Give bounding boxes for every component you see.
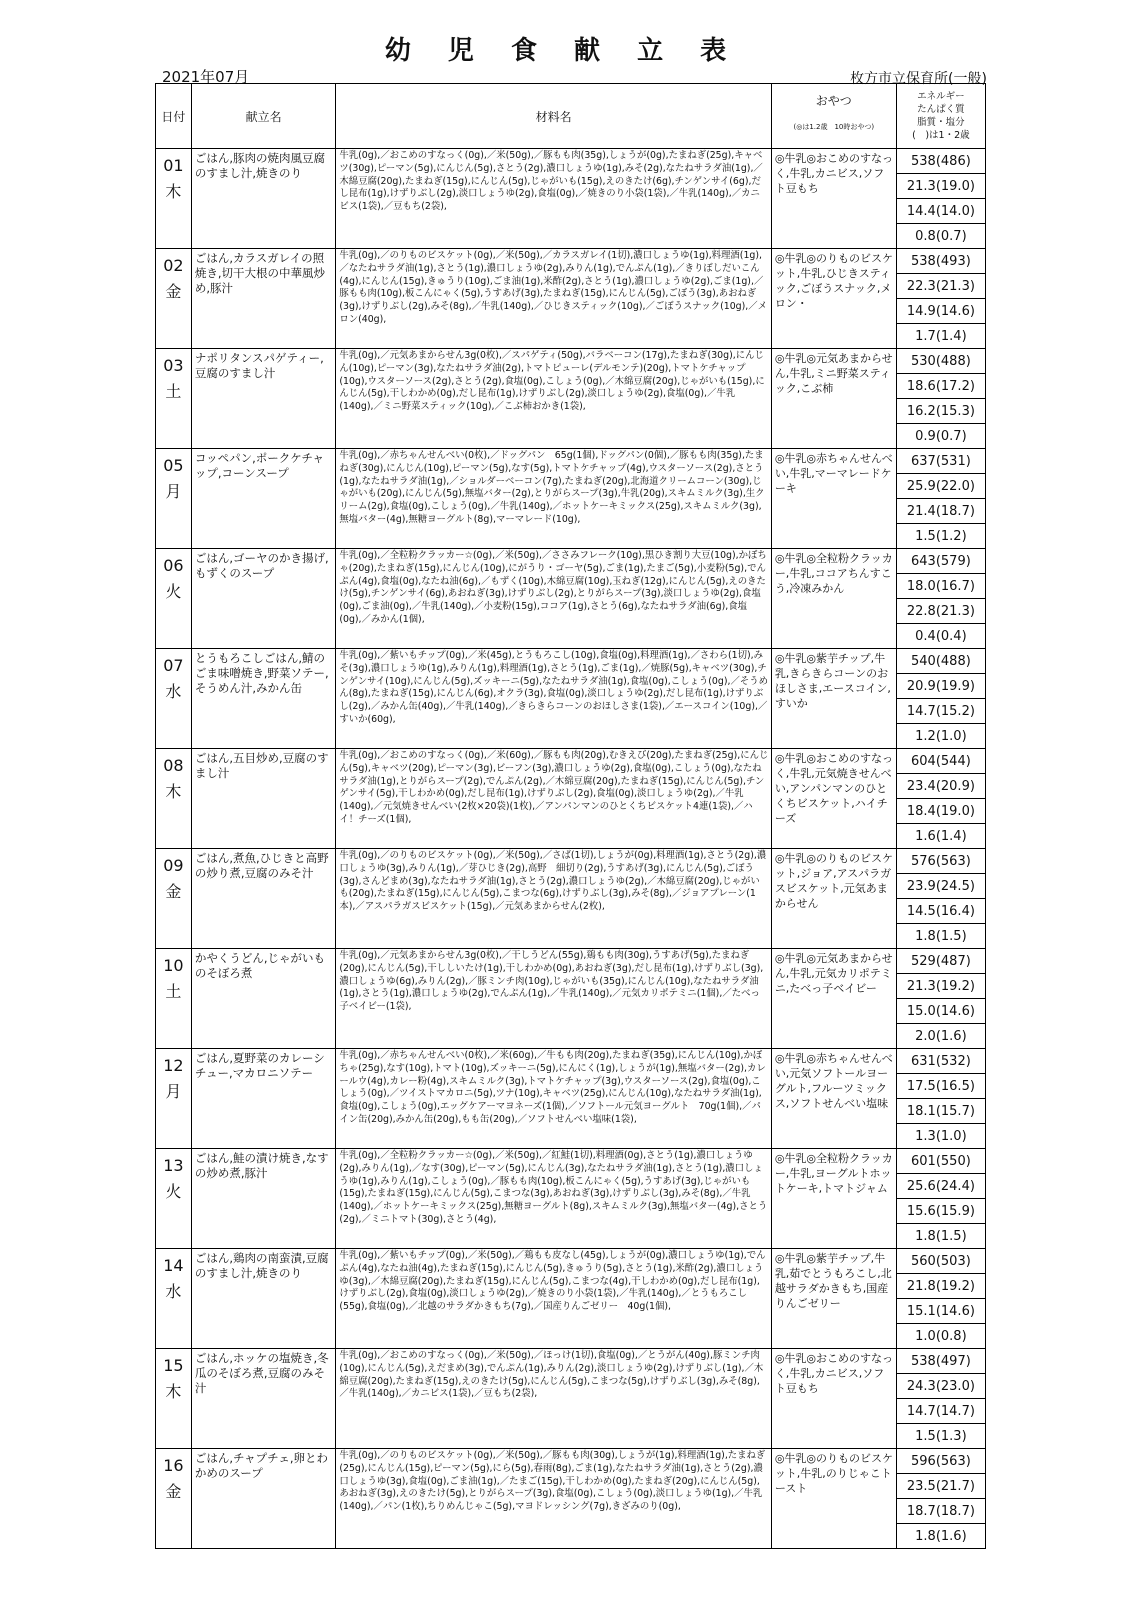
- dish-name: コッペパン,ポークケチャップ,コーンスープ: [191, 449, 335, 549]
- day-number: 14: [163, 1256, 184, 1275]
- salt-value: 1.6(1.4): [915, 828, 967, 844]
- fat-value: 14.5(16.4): [897, 899, 985, 924]
- protein-value: 21.3(19.2): [897, 974, 985, 999]
- header-date: 日付: [156, 84, 192, 149]
- energy-value: 601(550): [897, 1149, 985, 1174]
- fat-value: 15.0(14.6): [897, 999, 985, 1024]
- salt-value: 0.9(0.7): [915, 428, 967, 444]
- date-cell: [156, 849, 192, 949]
- header-protein: たんぱく質: [917, 104, 965, 115]
- fat-value: 14.7(15.2): [897, 699, 985, 724]
- fat-value: 15.6(15.9): [897, 1199, 985, 1224]
- salt-value: 2.0(1.6): [915, 1028, 967, 1044]
- ingredients: 牛乳(0g),／全粒粉クラッカー☆(0g),／米(50g),／ささみフレーク(10g),黒ひき割り大豆(10g),かぼちゃ(20g),たまねぎ(15g),にんじん(10g),にがうり・ゴーヤ(5g),ごま(1g),たまご(5g),小麦粉(5g),でんぷん(4g),食塩(0g),なたね油(6g),／もずく(10g),木綿豆腐(10g),玉ねぎ(12g),にんじん(5g),えのきたけ(5g),チンゲンサイ(6g),あおねぎ(3g),けずりぶし(2g),とりがらスープ(3g),淡口しょうゆ(2g),食塩(0g),ごま油(0g),／牛乳(140g),／小麦粉(15g),ココア(1g),さとう(6g),なたねサラダ油(6g),食塩(0g),／みかん(1個),: [336, 549, 771, 649]
- protein-value: 18.0(16.7): [897, 574, 985, 599]
- table-row: [156, 249, 986, 349]
- header-age-note: ( )は1・2歳: [912, 130, 970, 141]
- header-snack: [771, 84, 896, 149]
- protein-value: 23.9(24.5): [897, 874, 985, 899]
- protein-value: 25.9(22.0): [897, 474, 985, 499]
- ingredients: 牛乳(0g),／おこめのすなっく(0g),／米(60g),／豚もも肉(20g),むきえび(20g),たまねぎ(25g),にんじん(5g),キャベツ(20g),ピーマン(3g),ビーフン(3g),濃口しょうゆ(2g),食塩(0g),こしょう(0g),なたねサラダ油(1g),とりがらスープ(2g),でんぷん(2g),／木綿豆腐(20g),たまねぎ(15g),にんじん(5g),チンゲンサイ(5g),干しわかめ(0g),だし昆布(1g),けずりぶし(2g),食塩(0g),淡口しょうゆ(2g),／牛乳(140g),／元気焼きせんべい(2枚×20袋)(1枚),／アンパンマンのひとくちビスケット4連(1袋),／ハイ！チーズ(1個),: [336, 749, 771, 849]
- salt-value: 1.5(1.2): [915, 528, 967, 544]
- snack: ◎牛乳◎全粒粉クラッカー,牛乳,ココアちんすこう,冷凍みかん: [771, 549, 896, 649]
- protein-value: 18.6(17.2): [897, 374, 985, 399]
- nutrition-cell: [896, 349, 985, 449]
- day-number: 02: [163, 256, 184, 275]
- dish-name: ごはん,煮魚,ひじきと高野の炒り煮,豆腐のみそ汁: [191, 849, 335, 949]
- nutrition-cell: [896, 1449, 985, 1549]
- snack: ◎牛乳◎赤ちゃんせんべい,牛乳,マーマレードケーキ: [771, 449, 896, 549]
- snack: ◎牛乳◎おこめのすなっく,牛乳,カニビス,ソフト豆もち: [771, 149, 896, 249]
- dish-name: ごはん,チャプチェ,卵とわかめのスープ: [191, 1449, 335, 1549]
- nutrition-cell: [896, 249, 985, 349]
- weekday: 金: [165, 282, 182, 301]
- fat-value: 21.4(18.7): [897, 499, 985, 524]
- dish-name: ごはん,鮭の漬け焼き,なすの炒め煮,豚汁: [191, 1149, 335, 1249]
- ingredients: 牛乳(0g),／のりものビスケット(0g),／米(50g),／カラスガレイ(1切),濃口しょうゆ(1g),料理酒(1g),／なたねサラダ油(1g),さとう(1g),濃口しょうゆ(2g),みりん(1g),でんぷん(1g),／きりぼしだいこん(4g),にんじん(15g),きゅうり(10g),ごま油(1g),米酢(2g),さとう(1g),濃口しょうゆ(2g),ごま(1g),／豚もも肉(10g),板こんにゃく(5g),うすあげ(3g),たまねぎ(15g),にんじん(5g),ごぼう(3g),あおねぎ(3g),けずりぶし(2g),みそ(8g),／牛乳(140g),／ひじきスティック(10g),／ごぼうスナック(10g),／メロン(40g),: [336, 249, 771, 349]
- header-snack-note: (◎は1.2歳 10時おやつ): [793, 123, 875, 131]
- snack: ◎牛乳◎元気あまからせん,牛乳,元気カリポテミニ,たべっ子ベイビー: [771, 949, 896, 1049]
- day-number: 07: [163, 656, 184, 675]
- ingredients: 牛乳(0g),／元気あまからせん3g(0枚),／スパゲティ(50g),バラベーコン(17g),たまねぎ(30g),にんじん(10g),ピーマン(3g),なたねサラダ油(2g),トマトピューレ(デルモンテ)(20g),トマトケチャップ(10g),ウスターソース(2g),さとう(2g),食塩(0g),こしょう(0g),／木綿豆腐(20g),じゃがいも(15g),にんじん(5g),干しわかめ(0g),だし昆布(1g),けずりぶし(2g),淡口しょうゆ(2g),食塩(0g),／牛乳(140g),／ミニ野菜スティック(10g),／こぶ柿おかき(1袋),: [336, 349, 771, 449]
- table-row: [156, 149, 986, 249]
- salt-value: 0.8(0.7): [915, 228, 967, 244]
- snack: ◎牛乳◎のりものビスケット,牛乳,ひじきスティック,ごぼうスナック,メロン・: [771, 249, 896, 349]
- day-number: 08: [163, 756, 184, 775]
- nutrition-cell: [896, 549, 985, 649]
- nutrition-cell: [896, 1249, 985, 1349]
- nutrition-cell: [896, 649, 985, 749]
- ingredients: 牛乳(0g),／おこめのすなっく(0g),／米(50g),／豚もも肉(35g),しょうが(0g),たまねぎ(25g),キャベツ(30g),ピーマン(5g),にんじん(5g),さとう(2g),濃口しょうゆ(1g),みそ(2g),なたねサラダ油(1g),／木綿豆腐(20g),たまねぎ(15g),にんじん(5g),じゃがいも(15g),えのきたけ(6g),チンゲンサイ(6g),だし昆布(1g),けずりぶし(2g),淡口しょうゆ(2g),食塩(0g),／焼きのり小袋(1袋),／牛乳(140g),／カニビス(1袋),／豆もち(2袋),: [336, 149, 771, 249]
- weekday: 木: [165, 182, 182, 201]
- weekday: 水: [165, 682, 182, 701]
- day-number: 16: [163, 1456, 184, 1475]
- weekday: 月: [165, 1082, 182, 1101]
- table-row: [156, 949, 986, 1049]
- table-row: [156, 849, 986, 949]
- dish-name: とうもろこしごはん,鯖のごま味噌焼き,野菜ソテー,そうめん汁,みかん缶: [191, 649, 335, 749]
- ingredients: 牛乳(0g),／全粒粉クラッカー☆(0g),／米(50g),／紅鮭(1切),料理酒(0g),さとう(1g),濃口しょうゆ(2g),みりん(1g),／なす(30g),ピーマン(5g),にんじん(3g),なたねサラダ油(1g),さとう(1g),濃口しょうゆ(1g),みりん(1g),こしょう(0g),／豚もも肉(10g),板こんにゃく(5g),うすあげ(3g),じゃがいも(15g),たまねぎ(15g),にんじん(5g),こまつな(3g),あおねぎ(3g),けずりぶし(3g),みそ(8g),／牛乳(140g),／ホットケーキミックス(25g),無糖ヨーグルト(8g),スキムミルク(3g),無塩バター(4g),さとう(2g),／ミニトマト(30g),さとう(4g),: [336, 1149, 771, 1249]
- weekday: 木: [165, 1382, 182, 1401]
- date-cell: [156, 1449, 192, 1549]
- salt-value: 1.8(1.6): [915, 1528, 967, 1544]
- fat-value: 22.8(21.3): [897, 599, 985, 624]
- date-cell: [156, 649, 192, 749]
- dish-name: ごはん,五目炒め,豆腐のすまし汁: [191, 749, 335, 849]
- fat-value: 18.1(15.7): [897, 1099, 985, 1124]
- date-cell: [156, 249, 192, 349]
- menu-table: [155, 83, 986, 1549]
- date-cell: [156, 1049, 192, 1149]
- date-cell: [156, 749, 192, 849]
- ingredients: 牛乳(0g),／紫いもチップ(0g),／米(50g),／鶏もも皮なし(45g),しょうが(0g),濃口しょうゆ(1g),でんぷん(4g),なたね油(4g),たまねぎ(15g),にんじん(5g),きゅうり(5g),さとう(1g),米酢(2g),濃口しょうゆ(3g),／木綿豆腐(20g),たまねぎ(15g),にんじん(5g),こまつな(4g),干しわかめ(0g),だし昆布(1g),けずりぶし(2g),食塩(0g),淡口しょうゆ(2g),／焼きのり小袋(1袋),／牛乳(140g),／とうもろこし(55g),食塩(0g),／北越のサラダかきもち(7g),／国産りんごゼリー 40g(1個),: [336, 1249, 771, 1349]
- date-cell: [156, 349, 192, 449]
- energy-value: 576(563): [897, 849, 985, 874]
- date-cell: [156, 1249, 192, 1349]
- snack: ◎牛乳◎紫芋チップ,牛乳,茹でとうもろこし,北越サラダかきもち,国産りんごゼリー: [771, 1249, 896, 1349]
- energy-value: 530(488): [897, 349, 985, 374]
- fat-value: 15.1(14.6): [897, 1299, 985, 1324]
- dish-name: ごはん,ホッケの塩焼き,冬瓜のそぼろ煮,豆腐のみそ汁: [191, 1349, 335, 1449]
- header-snack-label: おやつ: [815, 94, 852, 108]
- dish-name: ごはん,鶏肉の南蛮漬,豆腐のすまし汁,焼きのり: [191, 1249, 335, 1349]
- document-month: 2021年07月: [162, 68, 250, 86]
- dish-name: ナポリタンスパゲティー,豆腐のすまし汁: [191, 349, 335, 449]
- snack: ◎牛乳◎赤ちゃんせんべい,元気ソフトールヨーグルト,フルーツミックス,ソフトせんべい塩味: [771, 1049, 896, 1149]
- header-nutrition: [896, 84, 985, 149]
- salt-value: 1.8(1.5): [915, 1228, 967, 1244]
- fat-value: 18.7(18.7): [897, 1499, 985, 1524]
- salt-value: 1.3(1.0): [915, 1128, 967, 1144]
- salt-value: 1.5(1.3): [915, 1428, 967, 1444]
- table-row: [156, 1149, 986, 1249]
- header-ingredients: 材料名: [336, 84, 771, 149]
- ingredients: 牛乳(0g),／赤ちゃんせんべい(0枚),／ドッグパン 65g(1個),ドッグパン(0個),／豚もも肉(35g),たまねぎ(30g),にんじん(10g),ピーマン(5g),なす(5g),トマトケチャップ(4g),ウスターソース(2g),さとう(1g),なたねサラダ油(1g),／ショルダーベーコン(7g),たまねぎ(20g),北海道クリームコーン(30g),じゃがいも(20g),にんじん(5g),無塩バター(2g),とりがらスープ(3g),牛乳(20g),スキムミルク(3g),生クリーム(2g),食塩(0g),こしょう(0g),／牛乳(140g),／ホットケーキミックス(25g),スキムミルク(3g),無塩バター(4g),無糖ヨーグルト(8g),マーマレード(10g),: [336, 449, 771, 549]
- protein-value: 21.8(19.2): [897, 1274, 985, 1299]
- table-row: [156, 349, 986, 449]
- ingredients: 牛乳(0g),／赤ちゃんせんべい(0枚),／米(60g),／牛もも肉(20g),たまねぎ(35g),にんじん(10g),かぼちゃ(25g),なす(10g),トマト(10g),ズッキーニ(5g),にんにく(1g),しょうが(1g),無塩バター(2g),カレールウ(4g),カレー粉(4g),スキムミルク(3g),トマトケチャップ(3g),ウスターソース(2g),食塩(0g),こしょう(0g),／ツイストマカロニ(5g),ツナ(10g),キャベツ(25g),にんじん(10g),なたねサラダ油(1g),食塩(0g),こしょう(0g),エッグケアーマヨネーズ(1個),／ソフトール元気ヨーグルト 70g(1個),／パイン缶(20g),みかん缶(20g),もも缶(20g),／ソフトせんべい塩味(1袋),: [336, 1049, 771, 1149]
- table-row: [156, 549, 986, 649]
- table-row: [156, 1049, 986, 1149]
- day-number: 13: [163, 1156, 184, 1175]
- table-row: [156, 1449, 986, 1549]
- energy-value: 596(563): [897, 1449, 985, 1474]
- energy-value: 538(497): [897, 1349, 985, 1374]
- day-number: 05: [163, 456, 184, 475]
- menu-body: [156, 149, 986, 1549]
- dish-name: ごはん,豚肉の焼肉風豆腐のすまし汁,焼きのり: [191, 149, 335, 249]
- date-cell: [156, 449, 192, 549]
- protein-value: 23.4(20.9): [897, 774, 985, 799]
- salt-value: 1.8(1.5): [915, 928, 967, 944]
- ingredients: 牛乳(0g),／元気あまからせん3g(0枚),／干しうどん(55g),鶏もも肉(30g),うすあげ(5g),たまねぎ(20g),にんじん(5g),干ししいたけ(1g),干しわかめ(0g),あおねぎ(3g),だし昆布(1g),けずりぶし(3g),濃口しょうゆ(6g),みりん(2g),／豚ミンチ肉(10g),じゃがいも(35g),にんじん(10g),なたねサラダ油(1g),さとう(1g),濃口しょうゆ(2g),でんぷん(1g),／牛乳(140g),／元気カリポテミニ(1個),／たべっ子ベイビー(1袋),: [336, 949, 771, 1049]
- day-number: 10: [163, 956, 184, 975]
- day-number: 01: [163, 156, 184, 175]
- energy-value: 637(531): [897, 449, 985, 474]
- date-cell: [156, 949, 192, 1049]
- snack: ◎牛乳◎のりものビスケット,ジョア,アスパラガスビスケット,元気あまからせん: [771, 849, 896, 949]
- date-cell: [156, 1349, 192, 1449]
- energy-value: 604(544): [897, 749, 985, 774]
- header-energy: エネルギー: [917, 91, 965, 102]
- snack: ◎牛乳◎おこめのすなっく,牛乳,カニビス,ソフト豆もち: [771, 1349, 896, 1449]
- weekday: 水: [165, 1282, 182, 1301]
- organization-name: 枚方市立保育所(一般): [850, 71, 987, 87]
- snack: ◎牛乳◎全粒粉クラッカー,牛乳,ヨーグルトホットケーキ,トマトジャム: [771, 1149, 896, 1249]
- day-number: 12: [163, 1056, 184, 1075]
- dish-name: かやくうどん,じゃがいものそぼろ煮: [191, 949, 335, 1049]
- date-cell: [156, 549, 192, 649]
- fat-value: 18.4(19.0): [897, 799, 985, 824]
- protein-value: 23.5(21.7): [897, 1474, 985, 1499]
- protein-value: 25.6(24.4): [897, 1174, 985, 1199]
- day-number: 15: [163, 1356, 184, 1375]
- fat-value: 14.7(14.7): [897, 1399, 985, 1424]
- energy-value: 560(503): [897, 1249, 985, 1274]
- protein-value: 21.3(19.0): [897, 174, 985, 199]
- document-title: 幼 児 食 献 立 表: [384, 36, 741, 66]
- protein-value: 20.9(19.9): [897, 674, 985, 699]
- table-row: [156, 649, 986, 749]
- protein-value: 22.3(21.3): [897, 274, 985, 299]
- energy-value: 631(532): [897, 1049, 985, 1074]
- dish-name: ごはん,カラスガレイの照焼き,切干大根の中華風炒め,豚汁: [191, 249, 335, 349]
- energy-value: 643(579): [897, 549, 985, 574]
- dish-name: ごはん,ゴーヤのかき揚げ,もずくのスープ: [191, 549, 335, 649]
- nutrition-cell: [896, 949, 985, 1049]
- weekday: 木: [165, 782, 182, 801]
- snack: ◎牛乳◎おこめのすなっく,牛乳,元気焼きせんべい,アンパンマンのひとくちビスケット,ハイチーズ: [771, 749, 896, 849]
- fat-value: 14.9(14.6): [897, 299, 985, 324]
- table-row: [156, 1249, 986, 1349]
- ingredients: 牛乳(0g),／のりものビスケット(0g),／米(50g),／豚もも肉(30g),しょうが(1g),料理酒(1g),たまねぎ(25g),にんじん(15g),ピーマン(5g),にら(5g),春雨(8g),ごま(1g),なたねサラダ油(1g),さとう(2g),濃口しょうゆ(3g),食塩(0g),ごま油(1g),／たまご(15g),干しわかめ(0g),たまねぎ(20g),にんじん(5g),あおねぎ(3g),えのきたけ(5g),とりがらスープ(3g),食塩(0g),こしょう(0g),淡口しょうゆ(1g),／牛乳(140g),／パン(1枚),ちりめんじゃこ(5g),マヨドレッシング(7g),きざみのり(0g),: [336, 1449, 771, 1549]
- fat-value: 14.4(14.0): [897, 199, 985, 224]
- header-fat-salt: 脂質・塩分: [917, 117, 965, 128]
- weekday: 土: [165, 982, 182, 1001]
- header-dish: 献立名: [191, 84, 335, 149]
- weekday: 金: [165, 1482, 182, 1501]
- dish-name: ごはん,夏野菜のカレーシチュー,マカロニソテー: [191, 1049, 335, 1149]
- nutrition-cell: [896, 849, 985, 949]
- table-row: [156, 449, 986, 549]
- protein-value: 24.3(23.0): [897, 1374, 985, 1399]
- energy-value: 538(486): [897, 149, 985, 174]
- energy-value: 538(493): [897, 249, 985, 274]
- day-number: 06: [163, 556, 184, 575]
- nutrition-cell: [896, 1049, 985, 1149]
- date-cell: [156, 1149, 192, 1249]
- weekday: 火: [165, 1182, 182, 1201]
- nutrition-cell: [896, 749, 985, 849]
- snack: ◎牛乳◎元気あまからせん,牛乳,ミニ野菜スティック,こぶ柿: [771, 349, 896, 449]
- energy-value: 540(488): [897, 649, 985, 674]
- salt-value: 1.0(0.8): [915, 1328, 967, 1344]
- nutrition-cell: [896, 1349, 985, 1449]
- ingredients: 牛乳(0g),／のりものビスケット(0g),／米(50g),／さば(1切),しょうが(0g),料理酒(1g),さとう(2g),濃口しょうゆ(3g),みりん(1g),／芽ひじき(2g),高野 細切り(2g),うすあげ(3g),にんじん(5g),ごぼう(3g),さんどまめ(3g),なたねサラダ油(1g),さとう(2g),濃口しょうゆ(2g),／木綿豆腐(20g),じゃがいも(20g),たまねぎ(15g),にんじん(5g),こまつな(6g),けずりぶし(3g),みそ(8g),／ジョアプレーン(1本),／アスパラガスビスケット(15g),／元気あまからせん(2枚),: [336, 849, 771, 949]
- snack: ◎牛乳◎紫芋チップ,牛乳,きらきらコーンのおほしさま,エースコイン,すいか: [771, 649, 896, 749]
- snack: ◎牛乳◎のりものビスケット,牛乳,のりじゃこトースト: [771, 1449, 896, 1549]
- salt-value: 1.7(1.4): [915, 328, 967, 344]
- fat-value: 16.2(15.3): [897, 399, 985, 424]
- day-number: 03: [163, 356, 184, 375]
- weekday: 土: [165, 382, 182, 401]
- salt-value: 0.4(0.4): [915, 628, 967, 644]
- date-cell: [156, 149, 192, 249]
- table-header-row: [156, 84, 986, 149]
- nutrition-cell: [896, 449, 985, 549]
- weekday: 火: [165, 582, 182, 601]
- day-number: 09: [163, 856, 184, 875]
- weekday: 月: [165, 482, 182, 501]
- ingredients: 牛乳(0g),／紫いもチップ(0g),／米(45g),とうもろこし(10g),食塩(0g),料理酒(1g),／さわら(1切),みそ(3g),濃口しょうゆ(1g),みりん(1g),料理酒(1g),さとう(1g),ごま(1g),／焼豚(5g),キャベツ(30g),チンゲンサイ(10g),にんじん(5g),ズッキーニ(5g),なたねサラダ油(1g),食塩(0g),こしょう(0g),／そうめん(8g),たまねぎ(15g),にんじん(6g),オクラ(3g),食塩(0g),淡口しょうゆ(2g),だし昆布(1g),けずりぶし(2g),／みかん缶(40g),／牛乳(140g),／きらきらコーンのおほしさま(1袋),／エースコイン(10g),／すいか(60g),: [336, 649, 771, 749]
- salt-value: 1.2(1.0): [915, 728, 967, 744]
- weekday: 金: [165, 882, 182, 901]
- ingredients: 牛乳(0g),／おこめのすなっく(0g),／米(50g),／ほっけ(1切),食塩(0g),／とうがん(40g),豚ミンチ肉(10g),にんじん(5g),えだまめ(3g),でんぷん(1g),みりん(2g),淡口しょうゆ(2g),けずりぶし(1g),／木綿豆腐(20g),たまねぎ(15g),えのきたけ(5g),にんじん(5g),こまつな(5g),けずりぶし(3g),みそ(8g),／牛乳(140g),／カニビス(1袋),／豆もち(2袋),: [336, 1349, 771, 1449]
- nutrition-cell: [896, 1149, 985, 1249]
- nutrition-cell: [896, 149, 985, 249]
- protein-value: 17.5(16.5): [897, 1074, 985, 1099]
- table-row: [156, 1349, 986, 1449]
- table-row: [156, 749, 986, 849]
- energy-value: 529(487): [897, 949, 985, 974]
